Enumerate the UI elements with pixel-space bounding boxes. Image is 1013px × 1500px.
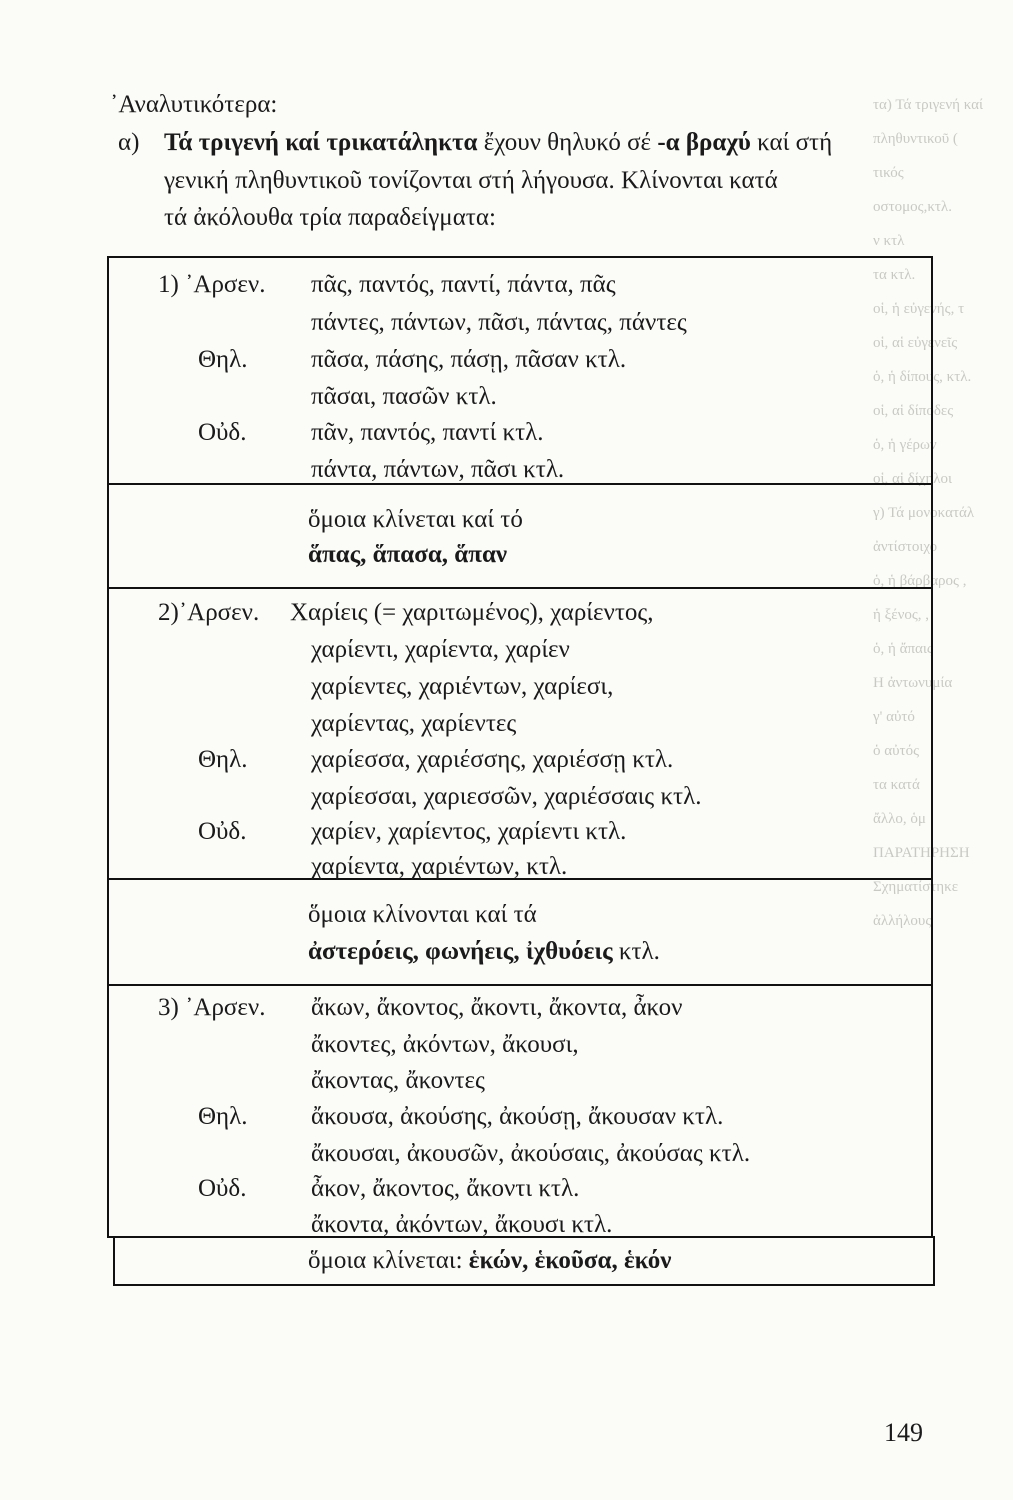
note-bold: ἀστερόεις, φωνήεις, ἰχθυόεις κτλ. bbox=[308, 938, 660, 965]
row-text: χαρίεν, χαρίεντος, χαρίεντι κτλ. bbox=[311, 818, 627, 845]
table-divider bbox=[107, 984, 931, 986]
row-label: Οὐδ. bbox=[198, 818, 247, 845]
page-number: 149 bbox=[884, 1418, 923, 1447]
bleed-line: ἀντίστοιχο bbox=[873, 539, 938, 555]
table-divider bbox=[107, 587, 931, 589]
bold-term: -α βραχύ bbox=[657, 129, 751, 156]
bleed-line: ὁ, ἡ βάρβαρος , bbox=[873, 573, 967, 589]
bleed-line: τικός bbox=[873, 165, 904, 181]
row-text: Χαρίεις (= χαριτωμένος), χαρίεντος, bbox=[290, 599, 654, 626]
bleed-line: τα κατά bbox=[873, 777, 920, 793]
row-text: ἄκοντα, ἀκόντων, ἄκουσι κτλ. bbox=[311, 1211, 613, 1238]
bleed-line: οἱ, αἱ δίποδες bbox=[873, 403, 954, 419]
section-heading: ᾿Αναλυτικότερα: bbox=[110, 91, 278, 118]
bleed-line: Σχηματίστηκε bbox=[873, 879, 959, 895]
bleed-line: τα) Τά τριγενή καί bbox=[873, 97, 984, 113]
bleed-line: οστομος,κτλ. bbox=[873, 199, 952, 215]
row-label: Οὐδ. bbox=[198, 419, 247, 446]
row-label: 1) ᾿Αρσεν. bbox=[158, 271, 266, 298]
item-label: α) bbox=[118, 129, 140, 156]
row-label: Θηλ. bbox=[198, 1103, 248, 1130]
row-text: πᾶς, παντός, παντί, πάντα, πᾶς bbox=[311, 271, 616, 298]
row-text: χαρίεσσαι, χαριεσσῶν, χαριέσσαις κτλ. bbox=[311, 783, 702, 810]
row-text: ἄκοντας, ἄκοντες bbox=[311, 1067, 485, 1094]
bleed-line: πληθυντικοῦ ( bbox=[873, 131, 958, 147]
bleed-line: οἱ, αἱ δίχηλοι bbox=[873, 471, 953, 487]
bleed-line: ν κτλ bbox=[873, 233, 905, 249]
intro-line-1: Τά τριγενή καί τρικατάληκτα ἔχουν θηλυκό σέ -α βραχύ καί στή bbox=[164, 129, 833, 156]
row-text: ἆκον, ἄκοντος, ἄκοντι κτλ. bbox=[311, 1175, 580, 1202]
bleed-line: ὁ, ἡ δίπους, κτλ. bbox=[873, 369, 972, 385]
bleed-line: ὁ, ἡ ἄπαις bbox=[873, 641, 933, 657]
row-text: ἄκων, ἄκοντος, ἄκοντι, ἄκοντα, ἆκον bbox=[311, 994, 683, 1021]
bleed-line: ΠΑΡΑΤΗΡΗΣΗ bbox=[873, 845, 970, 861]
row-label: Θηλ. bbox=[198, 346, 248, 373]
row-text: πᾶν, παντός, παντί κτλ. bbox=[311, 419, 544, 446]
intro-line-2: γενική πληθυντικοῦ τονίζονται στή λήγουσα. Κλίνονται κατά bbox=[164, 167, 778, 194]
row-text: χαρίεντες, χαριέντων, χαρίεσι, bbox=[311, 673, 614, 700]
bleed-line: γ) Τά μονοκατάλ bbox=[873, 505, 975, 521]
row-text: πᾶσα, πάσης, πάσῃ, πᾶσαν κτλ. bbox=[311, 346, 627, 373]
row-text: χαρίεντι, χαρίεντα, χαρίεν bbox=[311, 636, 570, 663]
bleed-line: γ' αὐτό bbox=[873, 709, 915, 725]
row-label: Οὐδ. bbox=[198, 1175, 247, 1202]
row-text: ἄκοντες, ἀκόντων, ἄκουσι, bbox=[311, 1031, 579, 1058]
bleed-line: οἱ, ἡ εὐγενής, τ bbox=[873, 301, 965, 317]
note-text: ὅμοια κλίνονται καί τά bbox=[308, 901, 537, 928]
bleed-line: οἱ, αἱ εὐγενεῖς bbox=[873, 335, 958, 351]
bleed-line: ὁ, ἡ γέρων bbox=[873, 437, 937, 453]
row-text: ἄκουσαι, ἀκουσῶν, ἀκούσαις, ἀκούσας κτλ. bbox=[311, 1140, 751, 1167]
bleed-line: ὁ αὐτός bbox=[873, 743, 920, 759]
row-text: ἄκουσα, ἀκούσης, ἀκούσῃ, ἄκουσαν κτλ. bbox=[311, 1103, 724, 1130]
note-bold: ἅπας, ἅπασα, ἅπαν bbox=[308, 541, 508, 568]
row-text: πάντα, πάντων, πᾶσι κτλ. bbox=[311, 456, 565, 483]
bleed-line: ἡ ξένος, , bbox=[873, 607, 930, 623]
row-label: Θηλ. bbox=[198, 746, 248, 773]
bleed-line: ἀλλήλους bbox=[873, 913, 932, 929]
row-text: χαρίεντας, χαρίεντες bbox=[311, 710, 517, 737]
bold-term: Τά τριγενή καί τρικατάληκτα bbox=[164, 129, 478, 156]
row-text: πάντες, πάντων, πᾶσι, πάντας, πάντες bbox=[311, 309, 687, 336]
row-label: 3) ᾿Αρσεν. bbox=[158, 994, 266, 1021]
bleed-line: Η ἀντωνυμία bbox=[873, 675, 953, 691]
row-label: 2)᾿Αρσεν. bbox=[158, 599, 260, 626]
row-text: χαρίεσσα, χαριέσσης, χαριέσσῃ κτλ. bbox=[311, 746, 674, 773]
row-text: χαρίεντα, χαριέντων, κτλ. bbox=[311, 853, 568, 880]
note-text: ὅμοια κλίνεται καί τό bbox=[308, 506, 523, 533]
final-note: ὅμοια κλίνεται: ἑκών, ἑκοῦσα, ἑκόν bbox=[308, 1247, 672, 1274]
bleed-line: ἄλλο, ὁμ bbox=[873, 811, 926, 827]
row-text: πᾶσαι, πασῶν κτλ. bbox=[311, 383, 497, 410]
intro-line-3: τά ἀκόλουθα τρία παραδείγματα: bbox=[164, 204, 496, 231]
bleed-line: τα κτλ. bbox=[873, 267, 916, 283]
